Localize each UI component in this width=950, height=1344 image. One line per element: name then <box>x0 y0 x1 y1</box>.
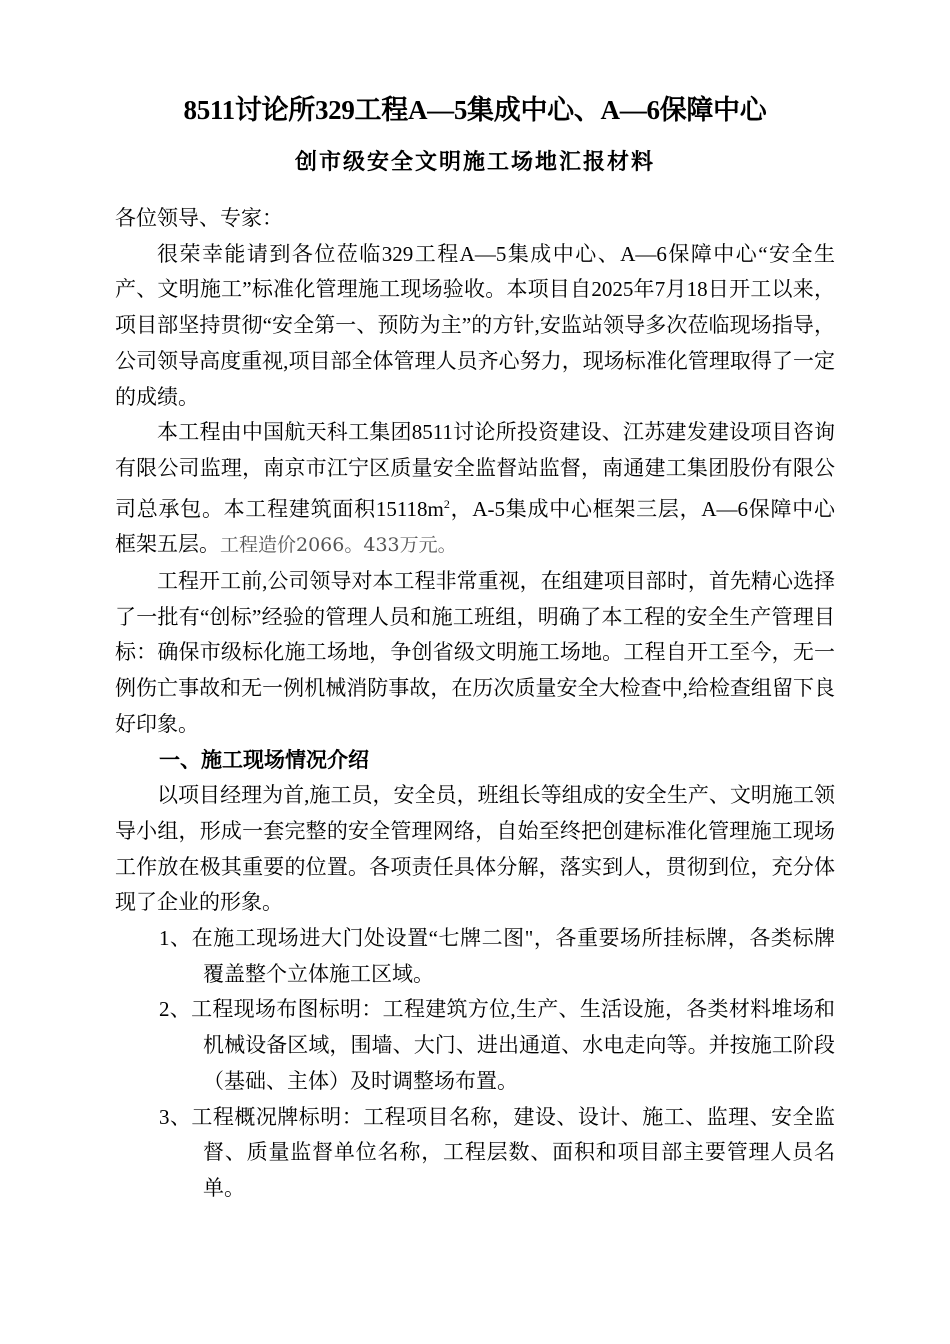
area-unit-superscript: 2 <box>443 496 450 511</box>
paragraph-goals: 工程开工前,公司领导对本工程非常重视，在组建项目部时，首先精心选择了一批有“创标”经验的管理人员和施工班组，明确了本工程的安全生产管理目标：确保市级标化施工场地，争创省级文明施工场地。工程自开工至今，无一例伤亡事故和无一例机械消防事故，在历次质量安全大检查中,给检查组留下良好印象。 <box>115 569 835 736</box>
document-body <box>115 201 835 1207</box>
paragraph-management: 以项目经理为首,施工员，安全员，班组长等组成的安全生产、文明施工领导小组，形成一套完整的安全管理网络，自始至终把创建标准化管理施工现场工作放在极其重要的位置。各项责任具体分解，落实到人，贯彻到位，充分体现了企业的形象。 <box>115 783 835 915</box>
list-item: 2、工程现场布图标明：工程建筑方位,生产、生活设施，各类材料堆场和机械设备区域，围墙、大门、进出通道、水电走向等。并按施工阶段（基础、主体）及时调整场布置。 <box>159 997 835 1093</box>
list-item: 1、在施工现场进大门处设置“七牌二图"，各重要场所挂标牌，各类标牌覆盖整个立体施工区域。 <box>159 926 835 986</box>
list-item: 3、工程概况牌标明：工程项目名称，建设、设计、施工、监理、安全监督、质量监督单位名称，工程层数、面积和项目部主要管理人员名单。 <box>159 1104 835 1200</box>
project-info-text: 本工程由中国航天科工集团8511讨论所投资建设、江苏建发建设项目咨询有限公司监理，南京市江宁区质量安全监督站监督，南通建工集团股份有限公司总承包。本工程建筑面积15118m <box>115 420 835 521</box>
document-title: 8511讨论所329工程A—5集成中心、A—6保障中心 <box>183 95 767 125</box>
salutation: 各位领导、专家： <box>115 206 283 230</box>
section-heading: 一、施工现场情况介绍 <box>159 747 369 772</box>
project-structure-text: ，A-5集成中心框架三层，A—6保障中心框架五层。 <box>115 496 835 557</box>
paragraph-intro: 很荣幸能请到各位莅临329工程A—5集成中心、A—6保障中心“安全生产、文明施工”标准化管理施工现场验收。本项目自2025年7月18日开工以来，项目部坚持贯彻“安全第一、预防为主”的方针,安监站领导多次莅临现场指导，公司领导高度重视,项目部全体管理人员齐心努力，现场标准化管理取得了一定的成绩。 <box>115 241 835 409</box>
paragraph-project-info <box>115 415 835 564</box>
project-cost-text: 工程造价2066。433万元。 <box>220 534 457 557</box>
document-subtitle: 创市级安全文明施工场地汇报材料 <box>294 149 655 174</box>
